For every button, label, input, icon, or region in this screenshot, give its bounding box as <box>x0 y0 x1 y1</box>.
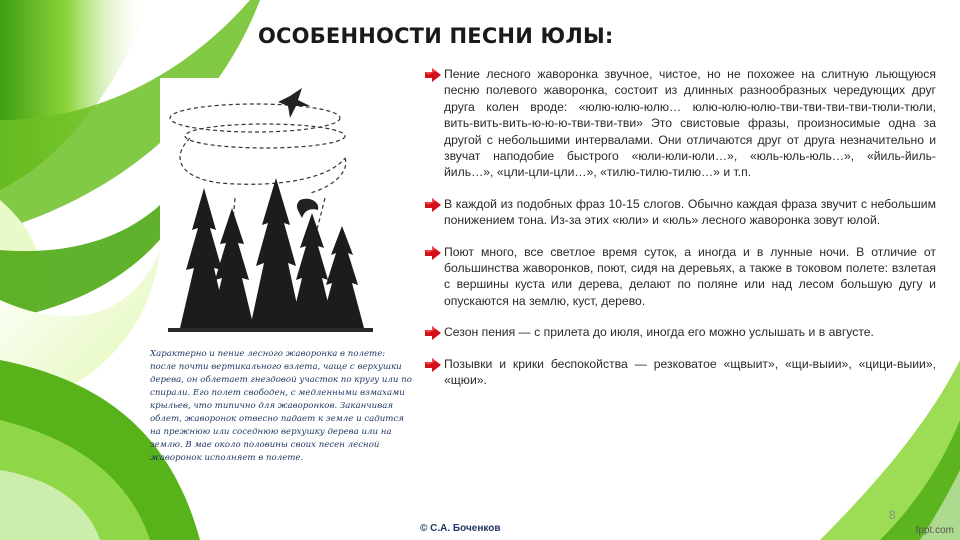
bullet-text: Пение лесного жаворонка звучное, чистое, но не похожее на слитную льющуюся песню полевого жаворонка, состоит из длинных разнообразных чередующих друг друга колен вроде: «юлю-юлю-юлю… юлю-юлю-юлю-тви-тви-тви-тви-тюли-тюли, вить-вить-вить-ю-ю-ю-тви-тви-тви» Это свистовые фразы, произносимые одна за другой с небольшими интервалами. Они отличаются друг от друга незначительно и звучат наподобие быстрого «юли-юли-юли…», «юль-юль-юль…», «йиль-йиль-йиль…», «цли-цли-цли…», «тилю-тилю-тилю…» и т.п. <box>444 67 936 180</box>
lark-song-flight-illustration <box>160 78 378 336</box>
illustration-caption: Характерно и пение лесного жаворонка в полете: после почти вертикального взлета, чаще с верхушки дерева, он облетает гнездовой участок по кругу или по спирали. Его полет свободен, с медленными взмахами крыльев, что типично для жаворонков. Заканчивая облет, жаворонок отвесно падает к земле и садится на прежнюю или соседнюю верхушку дерева или на землю. В мае около половины своих песен лесной жаворонок исполняет в полете. <box>150 349 412 463</box>
bullet-item <box>424 244 936 310</box>
red-arrow-bullet-icon <box>424 246 442 260</box>
slide-title: ОСОБЕННОСТИ ПЕСНИ ЮЛЫ: <box>258 24 614 48</box>
bullet-text: Позывки и крики беспокойства — резковатое «щвыит», «щи-выии», «цици-выии», «щюи». <box>444 356 936 388</box>
red-arrow-bullet-icon <box>424 326 442 340</box>
copyright-note: © С.А. Боченков <box>420 523 501 534</box>
bullet-item <box>424 324 936 340</box>
bullet-list <box>424 66 936 404</box>
bullet-item <box>424 196 936 229</box>
bullet-text: Сезон пения — с прилета до июля, иногда его можно услышать и в августе. <box>444 325 874 340</box>
red-arrow-bullet-icon <box>424 68 442 82</box>
bullet-item <box>424 356 936 389</box>
red-arrow-bullet-icon <box>424 198 442 212</box>
page-number: 8 <box>889 508 896 522</box>
bullet-item <box>424 66 936 181</box>
bullet-text: В каждой из подобных фраз 10-15 слогов. Обычно каждая фраза звучит с небольшим понижением тона. Из-за этих «юли» и «юль» лесного жаворонка зовут юлой. <box>444 196 936 228</box>
site-watermark: fppt.com <box>915 525 954 536</box>
red-arrow-bullet-icon <box>424 358 442 372</box>
bullet-text: Поют много, все светлое время суток, а иногда и в лунные ночи. В отличие от большинства жаворонков, поют, сидя на деревьях, а также в токовом полете: взлетая с вершины куста или дерева, делают по поляне или над лесом большую дугу и опускаются на землю, куст, дерево. <box>444 244 936 308</box>
